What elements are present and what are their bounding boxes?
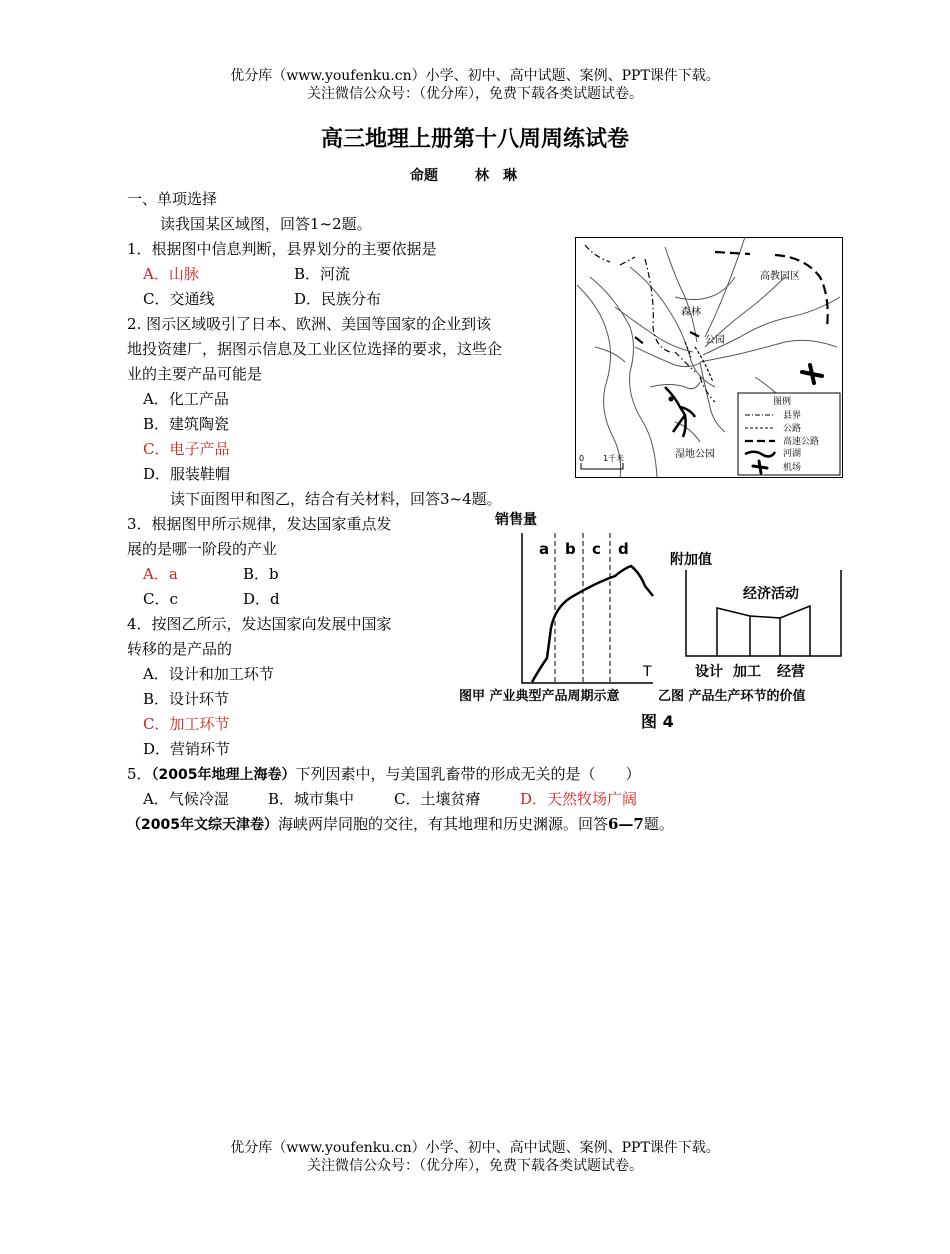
chart-yi — [658, 551, 841, 704]
region-map — [575, 237, 843, 478]
q2-stem-line3: 业的主要产品可能是 — [127, 365, 263, 383]
jia-xlabel: T — [643, 664, 652, 680]
q2-option-b: B．建筑陶瓷 — [143, 415, 230, 433]
q6-tail: 题。 — [643, 815, 674, 833]
q1-option-b: B．河流 — [294, 265, 351, 283]
intro-q1-2: 读我国某区域图，回答1~2题。 — [160, 215, 372, 233]
q3-option-b: B．b — [243, 565, 279, 583]
q3-option-d: D．d — [243, 590, 280, 608]
q2-option-a: A．化工产品 — [143, 390, 229, 408]
map-label-forest: 森林 — [681, 307, 701, 318]
q4-option-c: C．加工环节 — [143, 715, 230, 733]
q5-option-a: A．气候冷湿 — [143, 790, 229, 808]
legend-item-county: 县界 — [783, 411, 802, 421]
author-name: 林 琳 — [475, 168, 517, 184]
legend-item-airport: 机场 — [783, 463, 802, 473]
map-label-campus: 高教园区 — [760, 271, 800, 282]
yi-axes — [686, 570, 841, 656]
yi-category-processing: 加工 — [733, 664, 761, 680]
figure-4 — [455, 508, 850, 738]
page-footer-line2: 关注微信公众号：（优分库），免费下载各类试题试卷。 — [307, 1158, 643, 1174]
q1-option-c: C．交通线 — [143, 290, 215, 308]
q3-option-c: C．c — [143, 590, 178, 608]
q3-option-a: A．a — [143, 565, 178, 583]
q4-option-a: A．设计和加工环节 — [143, 665, 274, 683]
legend-item-highway: 高速公路 — [783, 437, 820, 447]
section-heading: 一、单项选择 — [127, 190, 218, 208]
figure-4-caption: 图 4 — [641, 712, 674, 731]
page-footer-line1: 优分库（www.youfenku.cn）小学、初中、高中试题、案例、PPT课件下载。 — [230, 1140, 720, 1156]
q2-stem-line2: 地投资建厂，据图示信息及工业区位选择的要求，这些企 — [127, 340, 503, 358]
q2-option-d: D．服装鞋帽 — [143, 465, 231, 483]
q4-stem-line1: 4．按图乙所示，发达国家向发展中国家 — [127, 615, 392, 633]
legend-title: 图例 — [773, 397, 792, 407]
yi-value-bars — [717, 608, 780, 656]
q6-7-intro — [127, 813, 674, 834]
yi-curve-label: 经济活动 — [743, 586, 799, 602]
page-header-line1: 优分库（www.youfenku.cn）小学、初中、高中试题、案例、PPT课件下载。 — [230, 68, 720, 84]
jia-stage-b: b — [565, 540, 576, 558]
yi-caption: 乙图 产品生产环节的价值 — [658, 689, 806, 704]
q6-range: 6—7 — [607, 815, 644, 833]
q5-option-c: C．土壤贫瘠 — [394, 790, 481, 808]
q5-line — [127, 763, 641, 784]
q5-option-b: B．城市集中 — [268, 790, 355, 808]
map-point — [669, 397, 674, 402]
yi-category-marketing: 经营 — [777, 664, 805, 680]
q1-option-a: A．山脉 — [143, 265, 199, 283]
jia-caption: 图甲 产业典型产品周期示意 — [459, 689, 620, 704]
q5-stem: 下列因素中，与美国乳畜带的形成无关的是（ ） — [295, 765, 641, 783]
q1-option-d: D．民族分布 — [294, 290, 382, 308]
q6-source: （2005年文综天津卷） — [127, 817, 278, 833]
q4-stem-line2: 转移的是产品的 — [127, 640, 233, 658]
chart-jia — [459, 511, 653, 704]
legend-item-river: 河湖 — [783, 449, 802, 459]
q1-stem: 1．根据图中信息判断，县界划分的主要依据是 — [127, 240, 437, 258]
q4-option-d: D．营销环节 — [143, 740, 231, 758]
q5-source: （2005年地理上海卷） — [151, 767, 296, 783]
jia-stage-a: a — [539, 540, 550, 558]
yi-ylabel: 附加值 — [670, 552, 712, 568]
yi-value-right — [780, 606, 810, 656]
q4-option-b: B．设计环节 — [143, 690, 230, 708]
jia-stage-c: c — [592, 540, 601, 558]
q3-stem-line2: 展的是哪一阶段的产业 — [127, 540, 278, 558]
jia-stage-d: d — [618, 540, 629, 558]
q6-stem: 海峡两岸同胞的交往，有其地理和历史渊源。回答 — [277, 815, 608, 833]
q5-number: 5． — [127, 765, 152, 783]
jia-ylabel: 销售量 — [495, 512, 537, 528]
map-label-park: 公园 — [705, 335, 725, 346]
page-title: 高三地理上册第十八周周练试卷 — [320, 127, 629, 152]
intro-q3-4: 读下面图甲和图乙，结合有关材料，回答3~4题。 — [170, 490, 502, 508]
jia-sales-curve — [532, 566, 653, 682]
map-scale-km: 1千米 — [603, 454, 625, 463]
map-legend — [738, 393, 840, 475]
q2-stem-line1: 2. 图示区域吸引了日本、欧洲、美国等国家的企业到该 — [127, 315, 492, 333]
legend-item-road: 公路 — [783, 424, 802, 434]
author-label: 命题 — [410, 168, 438, 184]
yi-category-design: 设计 — [695, 664, 723, 680]
q5-option-d: D．天然牧场广阔 — [520, 790, 638, 808]
q2-option-c: C．电子产品 — [143, 440, 230, 458]
page-header-line2: 关注微信公众号：（优分库），免费下载各类试题试卷。 — [307, 86, 643, 102]
q3-stem-line1: 3．根据图甲所示规律，发达国家重点发 — [127, 515, 392, 533]
map-scale-zero: 0 — [579, 454, 585, 463]
map-label-wetland: 湿地公园 — [675, 449, 715, 460]
